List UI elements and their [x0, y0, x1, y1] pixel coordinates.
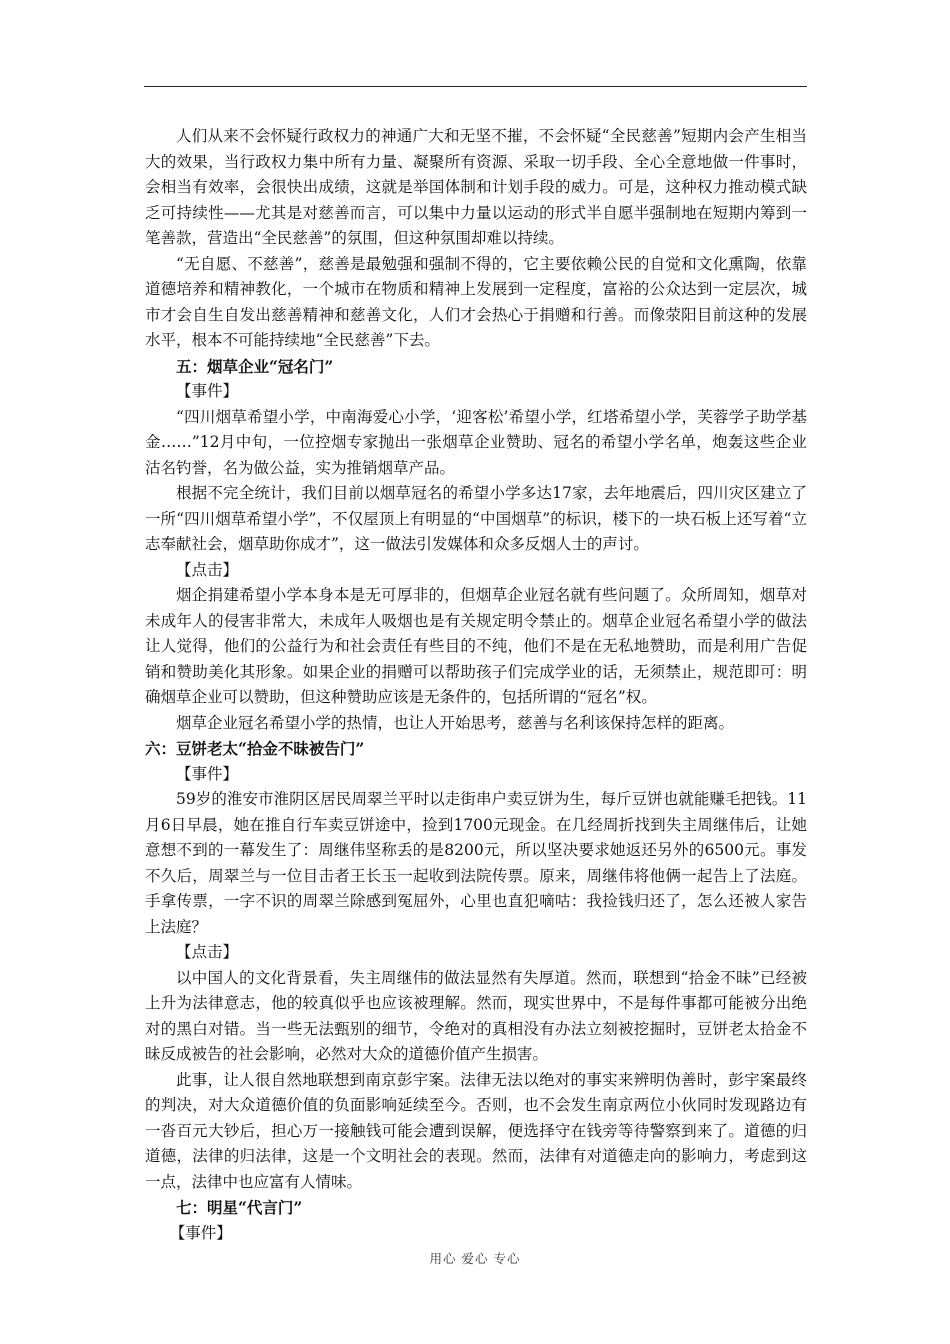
- section-tag: 【点击】: [176, 560, 239, 579]
- paragraph: 人们从来不会怀疑行政权力的神通广大和无坚不摧，不会怀疑“全民慈善”短期内会产生相当大的效果，当行政权力集中所有力量、凝聚所有资源、采取一切手段、全心全意地做一件事时，会相当有效率，会很快出成绩，这就是举国体制和计划手段的威力。可是，这种权力推动模式缺乏可持续性——尤其是对慈善而言，可以集中力量以运动的形式半自愿半强制地在短期内筹到一笔善款，营造出“全民慈善”的氛围，但这种氛围却难以持续。: [145, 127, 807, 247]
- section-tag: 【事件】: [176, 764, 239, 783]
- paragraph: “四川烟草希望小学，中南海爱心小学，‘迎客松’希望小学，红塔希望小学，芙蓉学子助学基金……”12月中旬，一位控烟专家抛出一张烟草企业赞助、冠名的希望小学名单，炮轰这些企业沽名钓誉，名为做公益，实为推销烟草产品。: [145, 407, 807, 477]
- section-tag: 【事件】: [169, 1223, 232, 1242]
- section-heading: 六：豆饼老太“拾金不昧被告门”: [145, 739, 365, 758]
- header-rule: [144, 86, 807, 87]
- section-tag: 【点击】: [176, 943, 239, 961]
- section-tag: 【事件】: [176, 382, 239, 400]
- paragraph: “无自愿、不慈善”，慈善是最勉强和强制不得的，它主要依赖公民的自觉和文化熏陶，依靠道德培养和精神教化，一个城市在物质和精神上发展到一定程度，富裕的公众达到一定层次，城市才会自生自发出慈善精神和慈善文化，人们才会热心于捐赠和行善。而像荥阳目前这种的发展水平，根本不可能持续地“全民慈善”下去。: [145, 254, 807, 349]
- paragraph: 烟企捐建希望小学本身本是无可厚非的，但烟草企业冠名就有些问题了。众所周知，烟草对未成年人的侵害非常大，未成年人吸烟也是有关规定明令禁止的。烟草企业冠名希望小学的做法让人觉得，他们的公益行为和社会责任有些目的不纯，他们不是在无私地赞助，而是利用广告促销和赞助美化其形象。如果企业的捐赠可以帮助孩子们完成学业的话，无须禁止，规范即可：明确烟草企业可以赞助，但这种赞助应该是无条件的，包括所谓的“冠名”权。: [145, 586, 807, 706]
- paragraph: 根据不完全统计，我们目前以烟草冠名的希望小学多达17家，去年地震后，四川灾区建立了一所“四川烟草希望小学”，不仅屋顶上有明显的“中国烟草”的标识，楼下的一块石板上还写着“立志奉献社会，烟草助你成才”，这一做法引发媒体和众多反烟人士的声讨。: [145, 484, 807, 553]
- paragraph: 以中国人的文化背景看，失主周继伟的做法显然有失厚道。然而，联想到“拾金不昧”已经被上升为法律意志，他的较真似乎也应该被理解。然而，现实世界中，不是每件事都可能被分出绝对的黑白对错。当一些无法甄别的细节，令绝对的真相没有办法立刻被挖掘时，豆饼老太拾金不昧反成被告的社会影响，必然对大众的道德价值产生损害。: [145, 968, 807, 1063]
- section-heading: 五：烟草企业“冠名门”: [176, 356, 334, 376]
- paragraph: 烟草企业冠名希望小学的热情，也让人开始思考，慈善与名利该保持怎样的距离。: [176, 713, 735, 732]
- section-heading: 七：明星“代言门”: [176, 1198, 303, 1217]
- page-footer: 用心 爱心 专心: [429, 1251, 521, 1266]
- paragraph: 此事，让人很自然地联想到南京彭宇案。法律无法以绝对的事实来辨明伪善时，彭宇案最终的判决，对大众道德价值的负面影响延续至今。否则，也不会发生南京两位小伙同时发现路边有一沓百元大钞后，担心万一接触钱可能会遭到误解，便选择守在钱旁等待警察到来了。道德的归道德，法律的归法律，这是一个文明社会的表现。然而，法律有对道德走向的影响力，考虑到这一点，法律中也应富有人情味。: [145, 1070, 807, 1191]
- paragraph: 59岁的淮安市淮阴区居民周翠兰平时以走街串户卖豆饼为生，每斤豆饼也就能赚毛把钱。11月6日早晨，她在推自行车卖豆饼途中，捡到1700元现金。在几经周折找到失主周继伟后，让她意想不到的一幕发生了：周继伟坚称丢的是8200元，所以坚决要求她返还另外的6500元。事发不久后，周翠兰与一位目击者王长玉一起收到法院传票。原来，周继伟将他俩一起告上了法庭。手拿传票，一字不识的周翠兰除感到冤屈外，心里也直犯嘀咕：我捡钱归还了，怎么还被人家告上法庭？: [145, 790, 807, 936]
- document-body: [145, 124, 807, 1246]
